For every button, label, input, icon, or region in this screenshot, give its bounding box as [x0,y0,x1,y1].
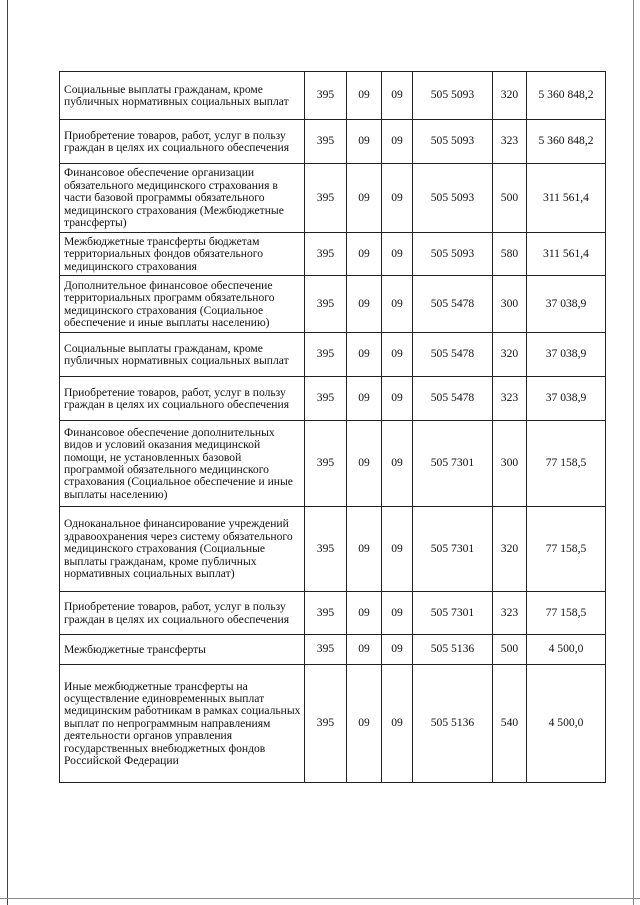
section-code: 09 [347,333,382,377]
target-article-code: 505 5478 [413,333,493,377]
subsection-code: 09 [382,635,413,665]
expense-type-code: 320 [493,507,527,592]
expense-type-code: 323 [493,377,527,421]
table-row [60,635,606,665]
subsection-code: 09 [382,164,413,233]
ministry-code: 395 [305,421,347,507]
target-article-code: 505 7301 [413,507,493,592]
row-description: Межбюджетные трансферты [60,635,305,665]
subsection-code: 09 [382,421,413,507]
expense-type-code: 323 [493,592,527,635]
row-description: Приобретение товаров, работ, услуг в пользу граждан в целях их социального обеспечения [60,120,305,164]
subsection-code: 09 [382,120,413,164]
amount-value: 5 360 848,2 [527,72,606,120]
section-code: 09 [347,120,382,164]
table-row [60,377,606,421]
target-article-code: 505 5093 [413,233,493,276]
section-code: 09 [347,635,382,665]
amount-value: 4 500,0 [527,635,606,665]
subsection-code: 09 [382,592,413,635]
section-code: 09 [347,276,382,333]
expense-type-code: 580 [493,233,527,276]
subsection-code: 09 [382,72,413,120]
expense-type-code: 300 [493,421,527,507]
subsection-code: 09 [382,276,413,333]
amount-value: 37 038,9 [527,377,606,421]
target-article-code: 505 5093 [413,164,493,233]
target-article-code: 505 7301 [413,592,493,635]
amount-value: 37 038,9 [527,333,606,377]
row-description: Межбюджетные трансферты бюджетам территориальных фондов обязательного медицинского страхования [60,233,305,276]
expense-type-code: 323 [493,120,527,164]
section-code: 09 [347,377,382,421]
target-article-code: 505 5478 [413,377,493,421]
subsection-code: 09 [382,333,413,377]
amount-value: 77 158,5 [527,421,606,507]
table-row [60,233,606,276]
ministry-code: 395 [305,377,347,421]
subsection-code: 09 [382,507,413,592]
table-row [60,421,606,507]
amount-value: 77 158,5 [527,592,606,635]
section-code: 09 [347,164,382,233]
expense-type-code: 500 [493,635,527,665]
expense-type-code: 300 [493,276,527,333]
ministry-code: 395 [305,592,347,635]
ministry-code: 395 [305,333,347,377]
amount-value: 311 561,4 [527,233,606,276]
amount-value: 311 561,4 [527,164,606,233]
table-row [60,120,606,164]
page-left-edge [7,0,8,905]
table-row [60,507,606,592]
ministry-code: 395 [305,233,347,276]
section-code: 09 [347,72,382,120]
ministry-code: 395 [305,120,347,164]
table-row [60,276,606,333]
table-row [60,333,606,377]
ministry-code: 395 [305,635,347,665]
amount-value: 37 038,9 [527,276,606,333]
ministry-code: 395 [305,665,347,783]
table-row [60,592,606,635]
target-article-code: 505 5136 [413,665,493,783]
section-code: 09 [347,421,382,507]
section-code: 09 [347,507,382,592]
row-description: Финансовое обеспечение дополнительных видов и условий оказания медицинской помощи, не установленных базовой программой обязательного медицинского страхования (Социальное обеспечение и иные выплаты населению) [60,421,305,507]
row-description: Иные межбюджетные трансферты на осуществление единовременных выплат медицинским работникам в рамках социальных выплат по непрограммным направлениям деятельности органов управления государственных внебюджетных фондов Российской Федерации [60,665,305,783]
budget-table-body [60,72,606,783]
target-article-code: 505 5136 [413,635,493,665]
row-description: Дополнительное финансовое обеспечение территориальных программ обязательного медицинского страхования (Социальное обеспечение и иные выплаты населению) [60,276,305,333]
row-description: Приобретение товаров, работ, услуг в пользу граждан в целях их социального обеспечения [60,377,305,421]
expense-type-code: 540 [493,665,527,783]
budget-table [59,71,606,783]
amount-value: 5 360 848,2 [527,120,606,164]
page-right-edge [633,0,634,905]
row-description: Финансовое обеспечение организации обязательного медицинского страхования в части базовой программы обязательного медицинского страхования (Межбюджетные трансферты) [60,164,305,233]
section-code: 09 [347,233,382,276]
section-code: 09 [347,592,382,635]
amount-value: 4 500,0 [527,665,606,783]
subsection-code: 09 [382,233,413,276]
target-article-code: 505 5093 [413,120,493,164]
amount-value: 77 158,5 [527,507,606,592]
table-row [60,72,606,120]
row-description: Социальные выплаты гражданам, кроме публичных нормативных социальных выплат [60,333,305,377]
row-description: Приобретение товаров, работ, услуг в пользу граждан в целях их социального обеспечения [60,592,305,635]
ministry-code: 395 [305,164,347,233]
expense-type-code: 320 [493,72,527,120]
ministry-code: 395 [305,507,347,592]
expense-type-code: 500 [493,164,527,233]
expense-type-code: 320 [493,333,527,377]
target-article-code: 505 5093 [413,72,493,120]
table-row [60,665,606,783]
ministry-code: 395 [305,276,347,333]
subsection-code: 09 [382,665,413,783]
subsection-code: 09 [382,377,413,421]
target-article-code: 505 7301 [413,421,493,507]
page-bottom-edge [0,898,640,899]
table-row [60,164,606,233]
row-description: Социальные выплаты гражданам, кроме публичных нормативных социальных выплат [60,72,305,120]
target-article-code: 505 5478 [413,276,493,333]
ministry-code: 395 [305,72,347,120]
section-code: 09 [347,665,382,783]
row-description: Одноканальное финансирование учреждений здравоохранения через систему обязательного медицинского страхования (Социальные выплаты гражданам, кроме публичных нормативных социальных выплат) [60,507,305,592]
